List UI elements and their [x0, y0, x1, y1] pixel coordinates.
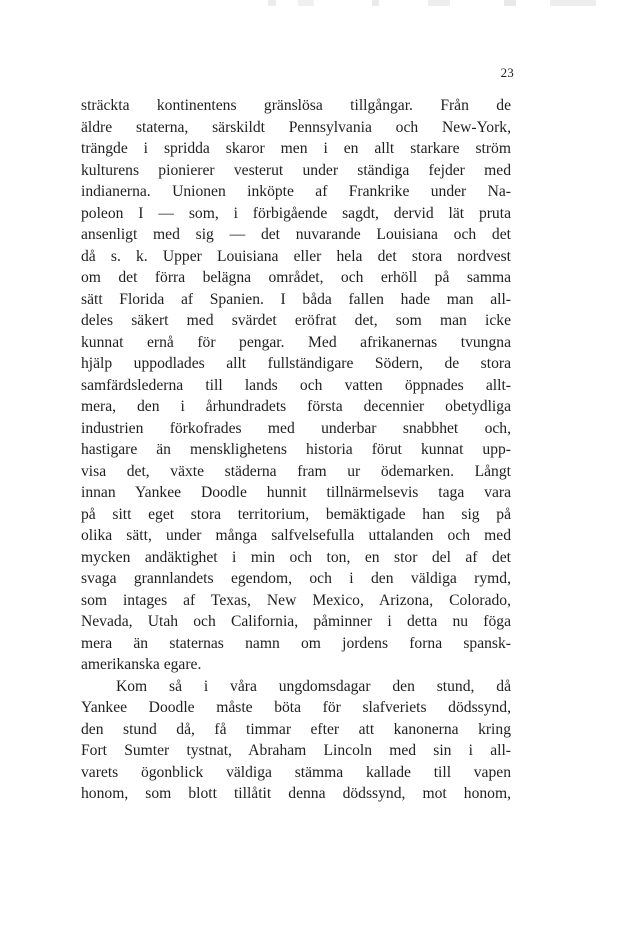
text-line: industrien förkofrades med underbar snabbhet och,: [81, 419, 511, 437]
text-line: Yankee Doodle måste böta för slafveriets dödssynd,: [81, 699, 511, 716]
text-line: indianerna. Unionen inköpte af Frankrike under Na-: [81, 183, 511, 200]
text-line: hjälp uppodlades allt fullständigare Södern, de stora: [81, 355, 511, 372]
scan-artifact-marks: [254, 0, 626, 6]
text-line-paragraph-start: Kom så i våra ungdomsdagar den stund, då: [116, 677, 511, 695]
text-line: kunnat ernå för pengar. Med afrikanernas tvungna: [81, 333, 511, 351]
text-line: mera än staternas namn om jordens forna spansk-: [81, 634, 511, 652]
text-line: visa det, växte städerna fram ur ödemarken. Långt: [81, 462, 511, 480]
text-line: Nevada, Utah och California, påminner i detta nu föga: [81, 613, 511, 630]
text-line: då s. k. Upper Louisiana eller hela det stora nordvest: [81, 247, 511, 265]
text-line: kulturens pionierer vesterut under ständiga fejder med: [81, 161, 511, 179]
text-line: innan Yankee Doodle hunnit tillnärmelsevis taga vara: [81, 484, 511, 501]
text-line-paragraph-end: amerikanska egare.: [81, 656, 202, 673]
text-line: svaga grannlandets egendom, och i den väldiga rymd,: [81, 570, 511, 587]
text-line: trängde i spridda skaror men i en allt starkare ström: [81, 140, 511, 157]
text-line: varets ögonblick väldiga stämma kallade till vapen: [81, 763, 511, 781]
text-line: samfärdslederna till lands och vatten öppnades allt-: [81, 376, 511, 394]
text-line: hastigare än mensklighetens historia förut kunnat upp-: [81, 441, 511, 458]
body-text: [81, 95, 511, 805]
text-line: Fort Sumter tystnat, Abraham Lincoln med sin i all-: [81, 742, 511, 759]
text-line: om det förra belägna området, och erhöll på samma: [81, 269, 511, 286]
text-line: mera, den i århundradets första decennier obetydliga: [81, 398, 511, 415]
text-line: deles säkert med svärdet eröfrat det, som man icke: [81, 312, 511, 329]
text-line: olika sätt, under många salfvelsefulla uttalanden och med: [81, 527, 511, 544]
text-line: den stund då, få timmar efter att kanonerna kring: [81, 720, 511, 738]
text-line: ansenligt med sig — det nuvarande Louisiana och det: [81, 226, 511, 243]
text-line: på sitt eget stora territorium, bemäktigade han sig på: [81, 505, 511, 523]
text-line: honom, som blott tillåtit denna dödssynd, mot honom,: [81, 785, 511, 802]
text-line: sträckta kontinentens gränslösa tillgångar. Från de: [81, 97, 511, 114]
text-line: som intages af Texas, New Mexico, Arizona, Colorado,: [81, 591, 511, 609]
text-line: mycken andäktighet i min och ton, en stor del af det: [81, 548, 511, 566]
page-number: 23: [500, 65, 514, 80]
text-line: äldre staterna, särskildt Pennsylvania och New-York,: [81, 118, 511, 136]
text-line: sätt Florida af Spanien. I båda fallen hade man all-: [81, 290, 511, 308]
text-line: poleon I — som, i förbigående sagdt, dervid lät pruta: [81, 204, 511, 222]
